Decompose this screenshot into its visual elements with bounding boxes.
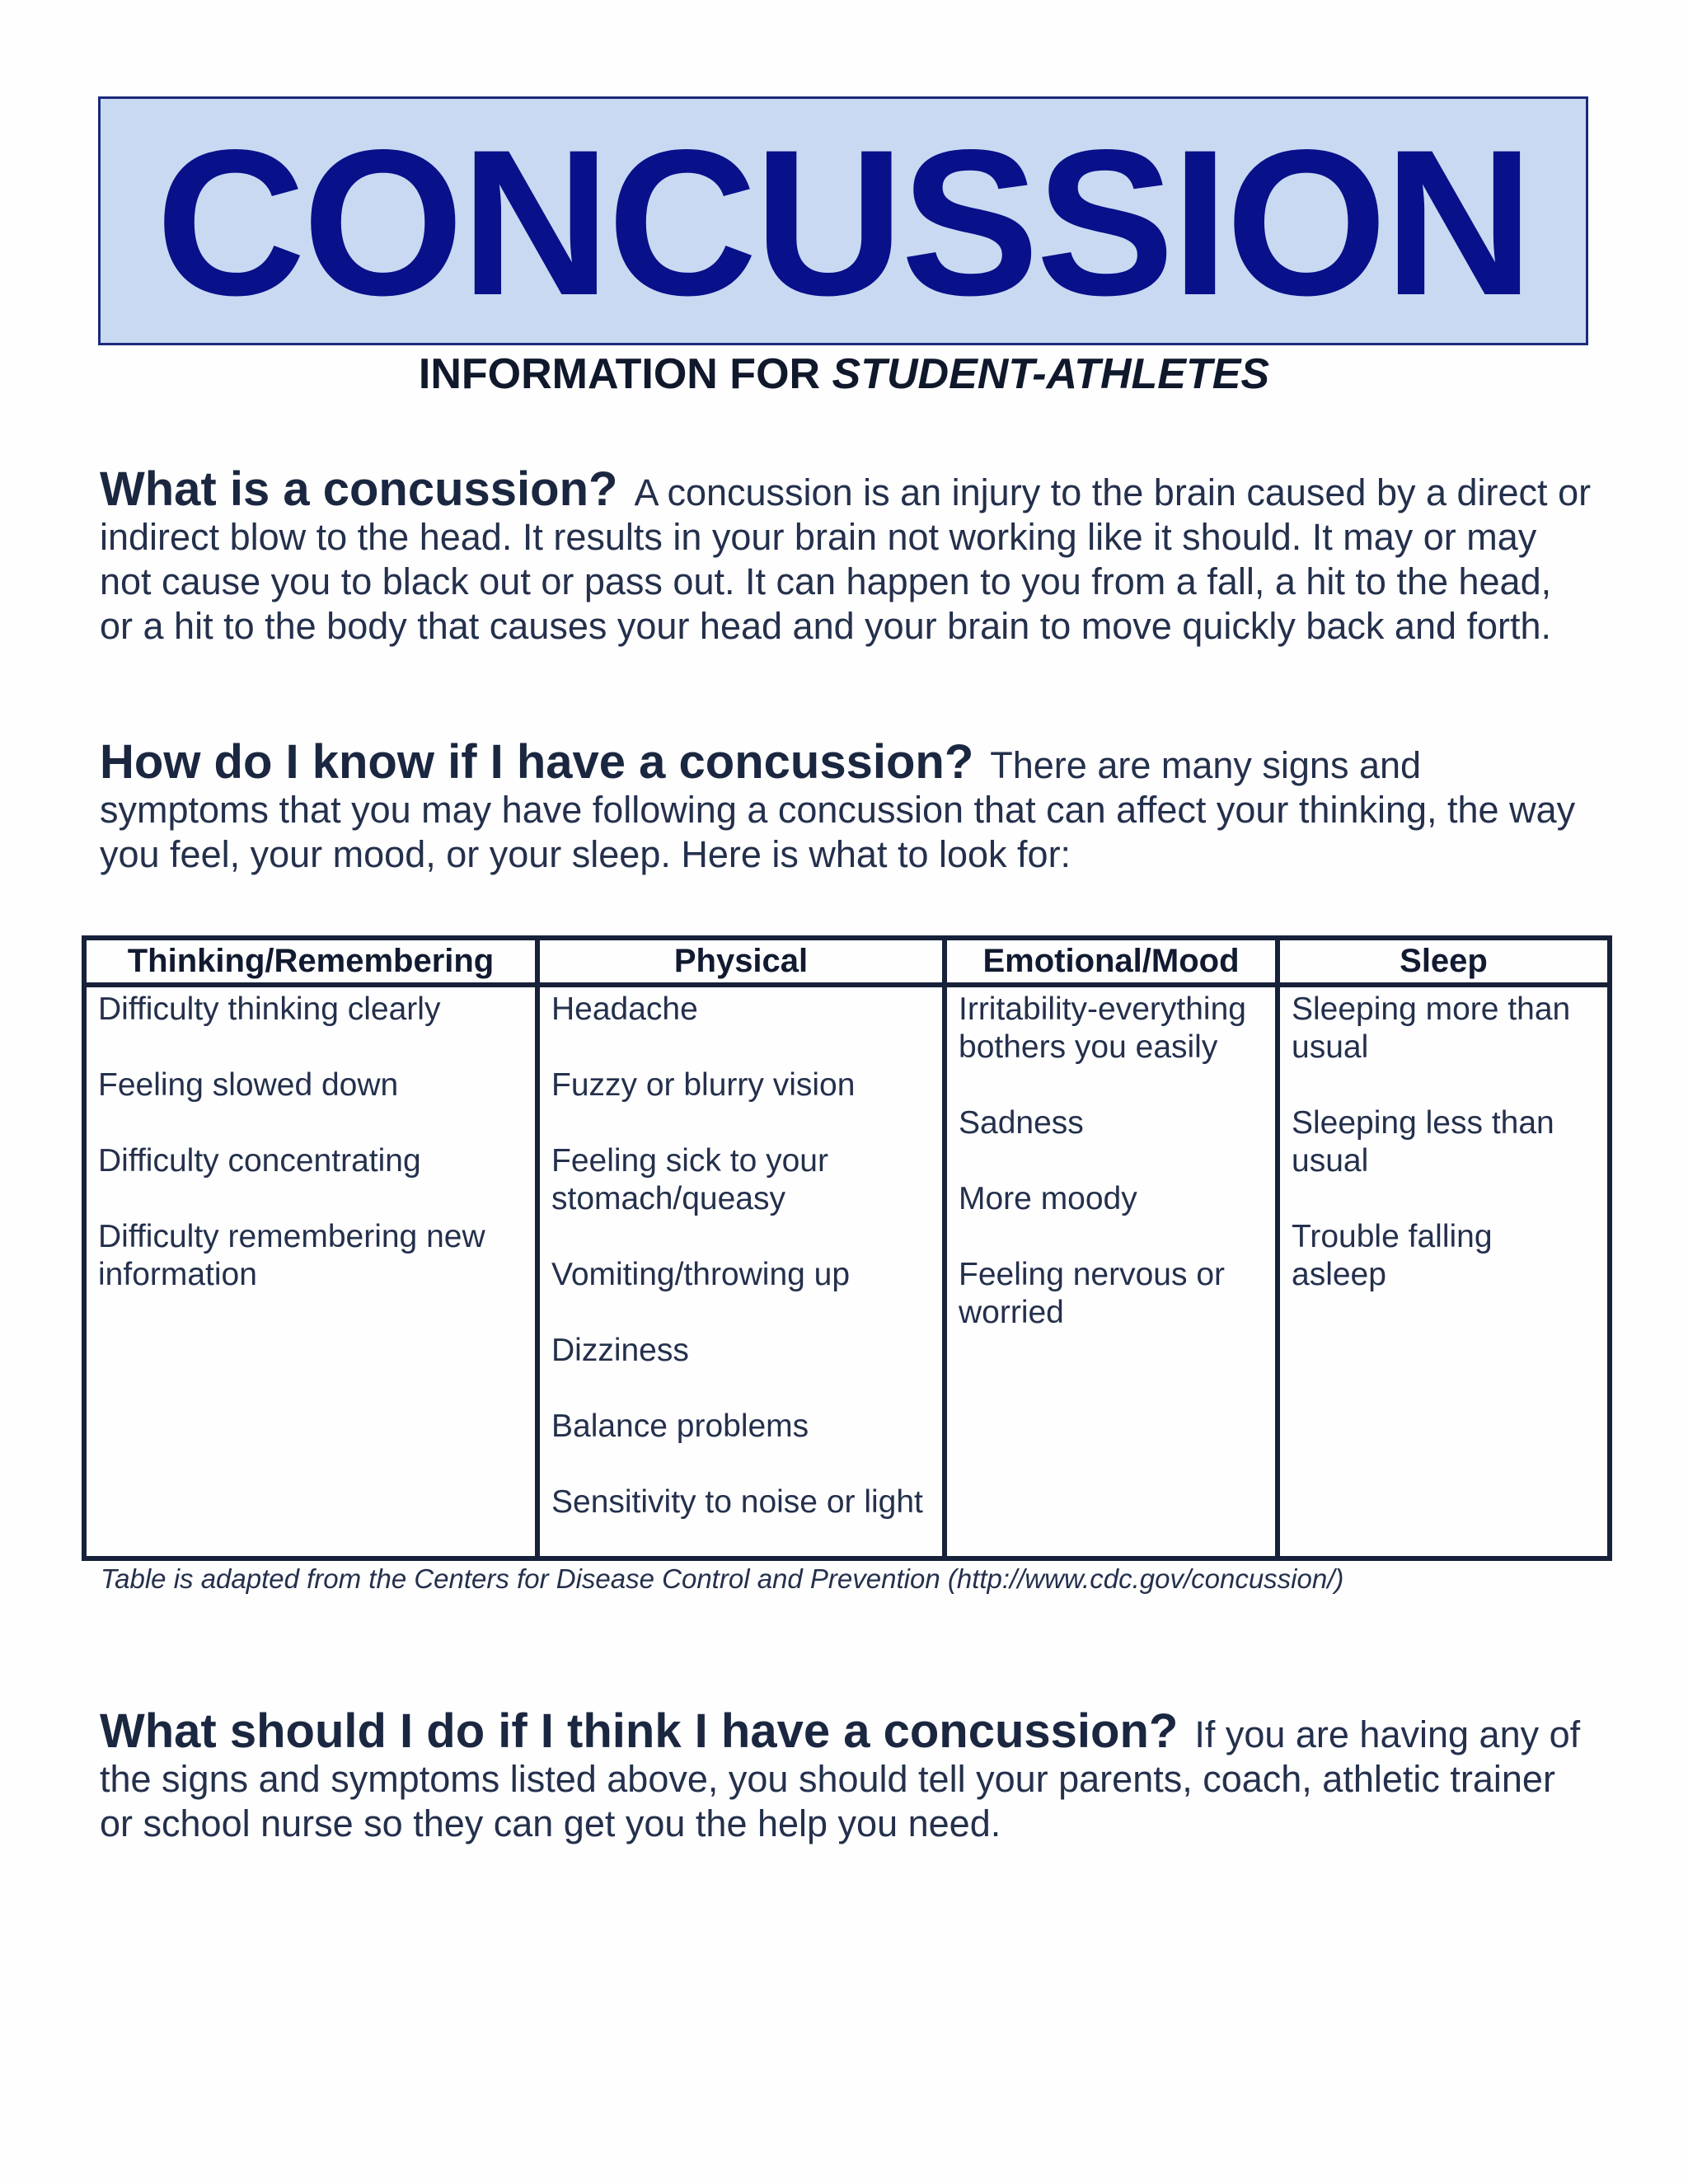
title-banner [98,96,1588,345]
table-source-note: Table is adapted from the Centers for Disease Control and Prevention (http://www.cdc.gov/concussion/) [101,1563,1344,1594]
section-body: There are many signs and symptoms that you may have following a concussion that can affect your thinking, the way you feel, your mood, or your sleep. Here is what to look for: [100,744,1576,875]
column-body [1280,987,1607,1294]
subtitle-prefix: INFORMATION FOR [418,350,832,398]
symptom-item: Trouble falling asleep [1292,1219,1493,1292]
table-column-physical [540,940,947,1556]
section-how-know [100,735,1592,877]
page-title: CONCUSSION [155,107,1531,339]
symptom-item: Fuzzy or blurry vision [551,1067,856,1103]
symptom-item: Sensitivity to noise or light [551,1484,923,1520]
section-heading: What is a concussion? [100,462,618,516]
symptom-item: Feeling nervous or worried [959,1257,1226,1330]
column-header: Emotional/Mood [947,940,1275,987]
symptom-item: Feeling sick to your stomach/queasy [551,1143,828,1216]
column-header: Physical [540,940,942,987]
symptom-item: Feeling slowed down [98,1067,399,1103]
symptom-item: Balance problems [551,1408,809,1444]
symptom-item: Dizziness [551,1333,689,1368]
subtitle-emphasis: STUDENT-ATHLETES [832,350,1270,398]
section-what-to-do [100,1704,1592,1846]
symptom-item: Irritability-everything bothers you easily [959,991,1246,1065]
section-what-is [100,462,1592,649]
column-header: Sleep [1280,940,1607,987]
section-heading: How do I know if I have a concussion? [100,735,974,789]
symptom-table [82,935,1612,1561]
table-column-emotional [947,940,1280,1556]
section-body: If you are having any of the signs and symptoms listed above, you should tell your parents, coach, athletic trainer or school nurse so they can get you the help you need. [100,1713,1581,1844]
symptom-item: Difficulty concentrating [98,1143,421,1179]
page-subtitle [0,349,1688,399]
section-heading: What should I do if I think I have a concussion? [100,1704,1179,1758]
column-body [540,987,942,1521]
column-body [87,987,535,1294]
symptom-item: Sadness [959,1105,1084,1141]
symptom-item: Sleeping less than usual [1292,1105,1554,1179]
column-header: Thinking/Remembering [87,940,535,987]
symptom-item: Difficulty thinking clearly [98,991,441,1027]
symptom-item: Difficulty remembering new information [98,1219,485,1292]
section-body: A concussion is an injury to the brain caused by a direct or indirect blow to the head. It results in your brain not working like it should. It may or may not cause you to black out or pass out. It can happen to you from a fall, a hit to the head, or a hit to the body that causes your head and your brain to move quickly back and forth. [100,471,1592,647]
symptom-item: Vomiting/throwing up [551,1257,851,1292]
column-body [947,987,1275,1332]
table-column-thinking [87,940,540,1556]
symptom-item: Headache [551,991,698,1027]
table-column-sleep [1280,940,1607,1556]
symptom-item: Sleeping more than usual [1292,991,1571,1065]
symptom-item: More moody [959,1181,1137,1216]
